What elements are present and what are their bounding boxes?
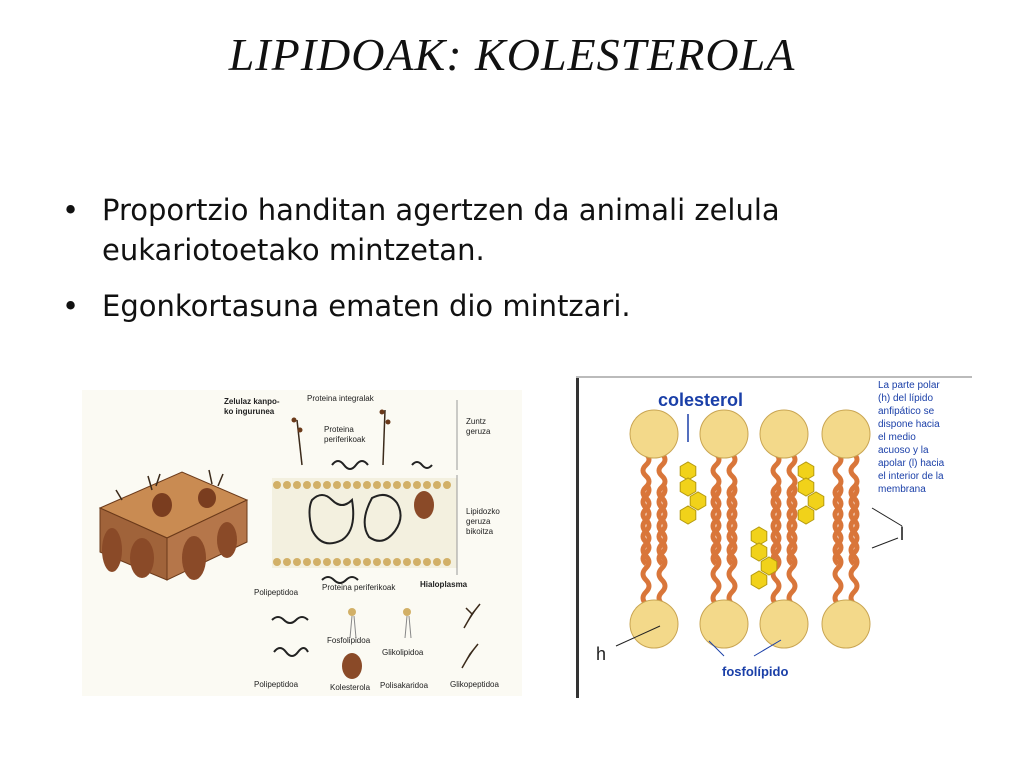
phospholipid-tails bbox=[643, 454, 857, 604]
cholesterol-ring bbox=[798, 478, 814, 496]
bullet-text: Proportzio handitan agertzen da animali zelula eukariotoetako mintzetan. bbox=[102, 193, 780, 267]
phospholipid-head bbox=[700, 410, 748, 458]
label-kolesterola: Kolesterola bbox=[330, 683, 371, 692]
phospholipid-head bbox=[822, 600, 870, 648]
label-proteina-integralak: Proteina integralak bbox=[307, 394, 374, 403]
label-zuntz: Zuntz bbox=[466, 417, 487, 426]
cholesterol-ring bbox=[690, 492, 706, 510]
label-lipidozko: Lipidozko bbox=[466, 507, 500, 516]
membrane-block-3d bbox=[100, 470, 247, 580]
label-h: h bbox=[596, 644, 607, 664]
pointer-l-upper bbox=[872, 508, 902, 526]
cholesterol-bilayer-figure bbox=[576, 376, 972, 698]
label-polipeptidoa-2: Polipeptidoa bbox=[254, 680, 299, 689]
phospholipid-head bbox=[760, 410, 808, 458]
legend-icons bbox=[272, 604, 480, 679]
bullet-item bbox=[62, 286, 982, 326]
note-line: anfipático se bbox=[878, 406, 935, 417]
cholesterol-ring bbox=[751, 527, 767, 545]
label-fosfolipidoa: Fosfolipidoa bbox=[327, 636, 371, 645]
label-colesterol: colesterol bbox=[658, 390, 744, 410]
bullet-text: Egonkortasuna ematen dio mintzari. bbox=[102, 289, 631, 323]
bullet-dot: • bbox=[62, 193, 80, 227]
cholesterol-ring bbox=[751, 543, 767, 561]
note-line: el interior de la bbox=[878, 471, 944, 482]
label-glikolipidoa: Glikolipidoa bbox=[382, 648, 424, 657]
membrane-structure-figure bbox=[82, 390, 522, 696]
label-glikopeptidoa: Glikopeptidoa bbox=[450, 680, 499, 689]
note-text bbox=[878, 380, 945, 495]
membrane-structure-illustration bbox=[82, 390, 522, 696]
label-polisakaridoa: Polisakaridoa bbox=[380, 681, 429, 690]
cholesterol-ring bbox=[680, 462, 696, 480]
cholesterol-ring bbox=[680, 506, 696, 524]
label-hialoplasma: Hialoplasma bbox=[420, 580, 468, 589]
phospholipid-head bbox=[700, 600, 748, 648]
pointer-l-lower bbox=[872, 538, 898, 548]
label-ingurunea: ko ingurunea bbox=[224, 407, 275, 416]
cholesterol-molecules bbox=[680, 462, 824, 589]
note-line: acuoso y la bbox=[878, 445, 929, 456]
label-bikoitza: bikoitza bbox=[466, 527, 494, 536]
label-proteina-periferikoak: Proteina periferikoak bbox=[322, 583, 396, 592]
pointer-fosfolipido-right bbox=[754, 640, 781, 656]
label-zelulaz-kanpoko: Zelulaz kanpo- bbox=[224, 397, 280, 406]
label-polipeptidoa-1: Polipeptidoa bbox=[254, 588, 299, 597]
cholesterol-bilayer-illustration bbox=[576, 376, 972, 698]
phospholipid-head bbox=[630, 410, 678, 458]
label-fosfolipido: fosfolípido bbox=[722, 664, 789, 679]
cholesterol-ring bbox=[761, 557, 777, 575]
phospholipid-head bbox=[630, 600, 678, 648]
cholesterol-ring bbox=[680, 478, 696, 496]
note-line: (h) del lípido bbox=[878, 393, 934, 404]
cholesterol-ring bbox=[808, 492, 824, 510]
bullet-list bbox=[62, 190, 982, 342]
cholesterol-ring bbox=[751, 571, 767, 589]
phospholipid-head bbox=[760, 600, 808, 648]
note-line: dispone hacia bbox=[878, 419, 940, 430]
bullet-item bbox=[62, 190, 982, 270]
cholesterol-ring bbox=[798, 506, 814, 524]
note-line: el medio bbox=[878, 432, 916, 443]
lipid-bilayer-section bbox=[272, 400, 457, 583]
phospholipid-head bbox=[822, 410, 870, 458]
label-geruza-2: geruza bbox=[466, 517, 491, 526]
label-geruza: geruza bbox=[466, 427, 491, 436]
bullet-dot: • bbox=[62, 289, 80, 323]
label-proteina: Proteina bbox=[324, 425, 354, 434]
note-line: membrana bbox=[878, 484, 926, 495]
label-periferikoak: periferikoak bbox=[324, 435, 366, 444]
note-line: apolar (l) hacia bbox=[878, 458, 945, 469]
cholesterol-ring bbox=[798, 462, 814, 480]
slide-title: LIPIDOAK: KOLESTEROLA bbox=[228, 29, 796, 80]
label-l: l bbox=[900, 524, 904, 544]
note-line: La parte polar bbox=[878, 380, 940, 391]
